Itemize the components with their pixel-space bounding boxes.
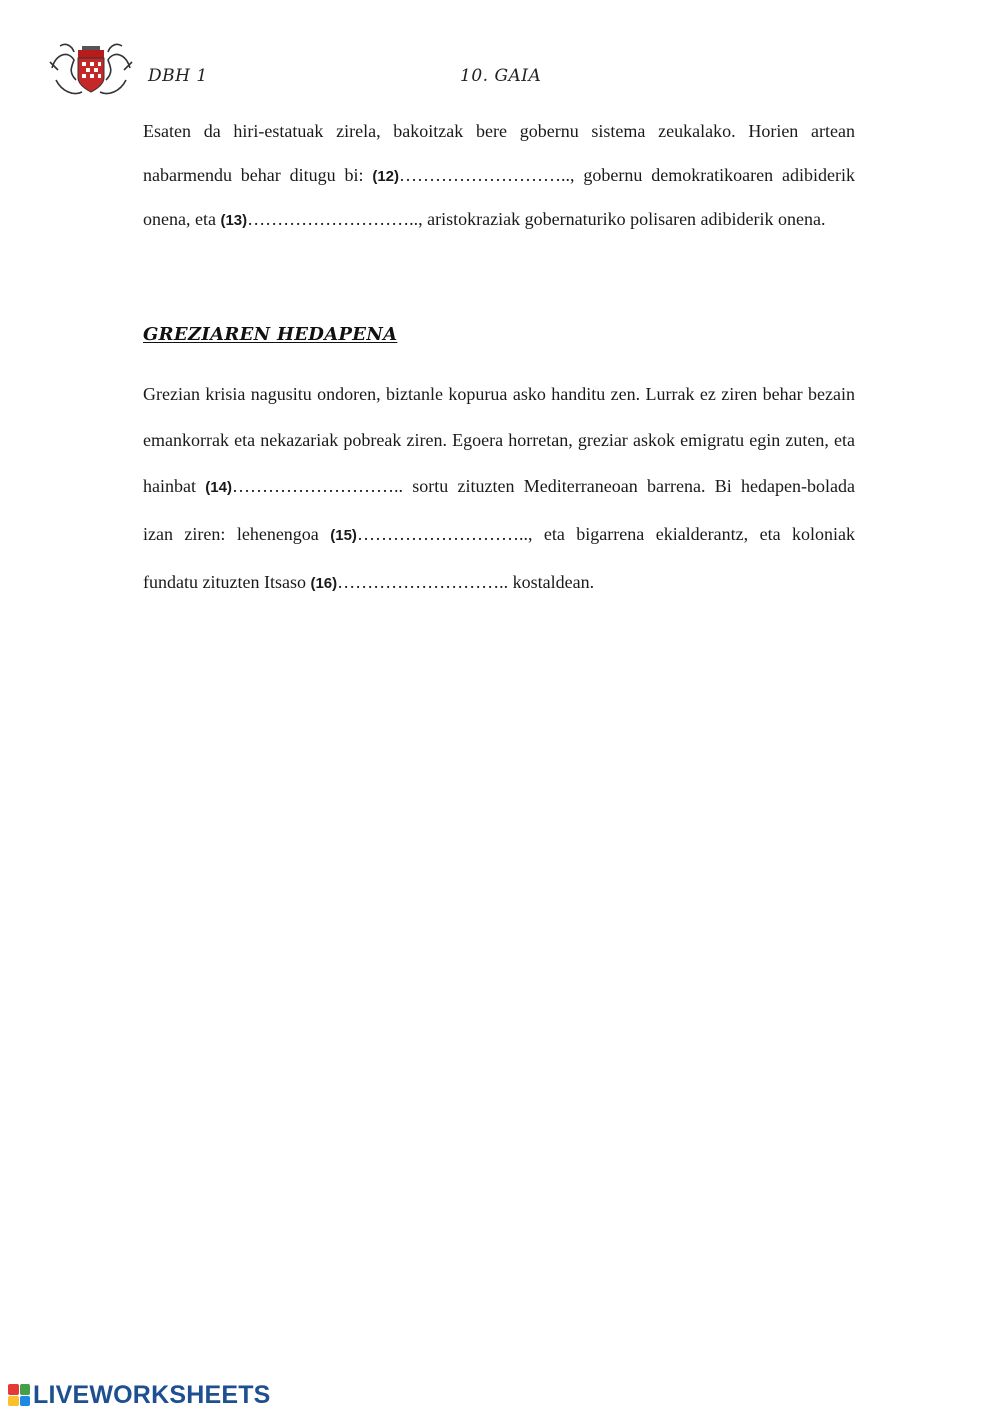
badge-square-red (8, 1384, 19, 1395)
school-crest-icon (46, 40, 136, 102)
paragraph-greek-expansion (143, 371, 855, 607)
badge-square-yellow (8, 1396, 19, 1407)
badge-square-blue (20, 1396, 31, 1407)
liveworksheets-badge-icon (8, 1384, 30, 1406)
blank-13-field[interactable]: ……………………….. (247, 209, 419, 229)
p2-text-4: kostaldean. (508, 572, 595, 592)
p2-text-1: Grezian krisia nagusitu ondoren, biztanle kopurua asko handitu zen. Lurrak ez ziren behar bezain emankorrak eta nekazariak pobreak ziren. Egoera horretan, greziar askok emigratu egin zuten, eta hainbat (143, 384, 855, 496)
blank-12-number: (12) (372, 167, 400, 185)
header-unit-label: 10. GAIA (460, 66, 542, 86)
blank-13-number: (13) (220, 212, 248, 229)
p2-text-3: , eta bigarrena ekialderantz, eta koloniak fundatu zituzten Itsaso (143, 524, 855, 592)
blank-12-field[interactable]: ……………………….. (399, 164, 571, 185)
blank-16-number: (16) (310, 575, 338, 592)
p2-text-2: sortu zituzten Mediterraneoan barrena. Bi hedapen-bolada izan ziren: lehenengoa (143, 476, 855, 544)
section-title: GREZIAREN HEDAPENA (143, 324, 398, 345)
p1-text-1: Esaten da hiri-estatuak zirela, bakoitzak bere gobernu sistema zeukalako. Horien artean nabarmendu behar ditugu bi: (143, 121, 855, 185)
p1-text-3: , aristokraziak gobernaturiko polisaren adibiderik onena. (418, 209, 826, 229)
blank-16-field[interactable]: ……………………….. (337, 572, 509, 592)
blank-14-number: (14) (205, 479, 232, 496)
blank-15-number: (15) (330, 527, 357, 544)
blank-15-field[interactable]: ……………………….. (356, 524, 528, 544)
p1-text-2: , gobernu demokratikoaren adibiderik onena, eta (143, 164, 855, 229)
liveworksheets-brand-text: LIVEWORKSHEETS (33, 1380, 271, 1409)
badge-square-green (20, 1384, 31, 1395)
liveworksheets-logo[interactable] (8, 1382, 271, 1408)
header-course-label: DBH 1 (148, 66, 208, 86)
blank-14-field[interactable]: ……………………….. (231, 476, 403, 496)
paragraph-city-states (143, 110, 855, 243)
